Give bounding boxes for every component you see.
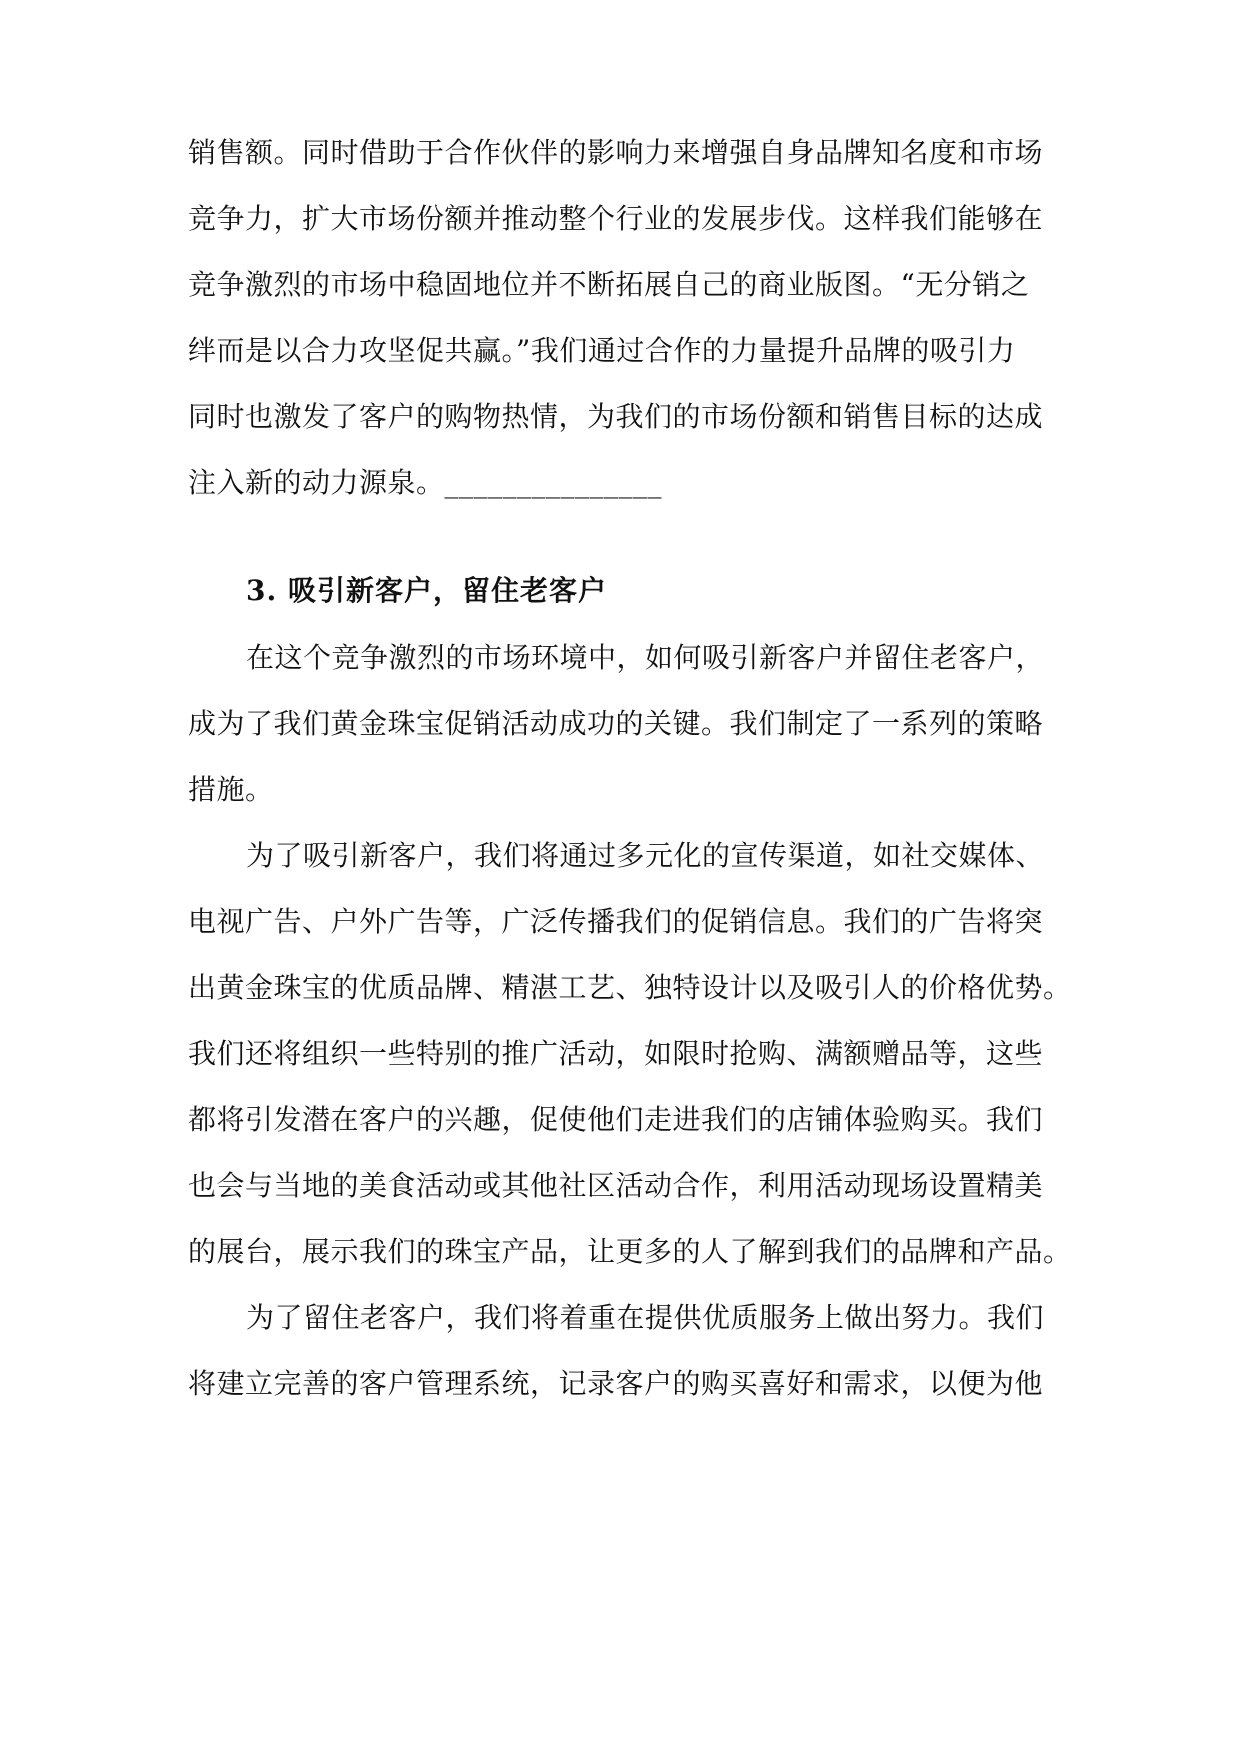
- text-line: 同时也激发了客户的购物热情，为我们的市场份额和销售目标的达成: [188, 400, 1044, 433]
- text-line: 在这个竞争激烈的市场环境中，如何吸引新客户并留住老客户，: [246, 641, 1045, 674]
- text-line: 的展台，展示我们的珠宝产品，让更多的人了解到我们的品牌和产品。: [188, 1235, 1072, 1268]
- text-line: 出黄金珠宝的优质品牌、精湛工艺、独特设计以及吸引人的价格优势。: [188, 971, 1072, 1004]
- section-heading: 3. 吸引新客户，留住老客户: [246, 574, 607, 607]
- text-line: 注入新的动力源泉。_______________: [188, 466, 663, 499]
- text-line: 我们还将组织一些特别的推广活动，如限时抢购、满额赠品等，这些: [188, 1037, 1044, 1070]
- text-line: 竞争激烈的市场中稳固地位并不断拓展自己的商业版图。“无分销之: [188, 268, 1030, 301]
- text-line: 成为了我们黄金珠宝促销活动成功的关键。我们制定了一系列的策略: [188, 707, 1044, 740]
- text-line: 为了留住老客户，我们将着重在提供优质服务上做出努力。我们: [246, 1301, 1045, 1334]
- text-line: 竞争力，扩大市场份额并推动整个行业的发展步伐。这样我们能够在: [188, 202, 1044, 235]
- text-line: 绊而是以合力攻坚促共赢。”我们通过合作的力量提升品牌的吸引力: [188, 334, 1016, 367]
- text-line: 电视广告、户外广告等，广泛传播我们的促销信息。我们的广告将突: [188, 905, 1044, 938]
- text-line: 销售额。同时借助于合作伙伴的影响力来增强自身品牌知名度和市场: [188, 136, 1044, 169]
- text-line: 为了吸引新客户，我们将通过多元化的宣传渠道，如社交媒体、: [246, 839, 1045, 872]
- text-line: 将建立完善的客户管理系统，记录客户的购买喜好和需求，以便为他: [188, 1367, 1044, 1400]
- text-line: 措施。: [188, 773, 274, 806]
- text-line: 也会与当地的美食活动或其他社区活动合作，利用活动现场设置精美: [188, 1169, 1044, 1202]
- text-line: 都将引发潜在客户的兴趣，促使他们走进我们的店铺体验购买。我们: [188, 1103, 1044, 1136]
